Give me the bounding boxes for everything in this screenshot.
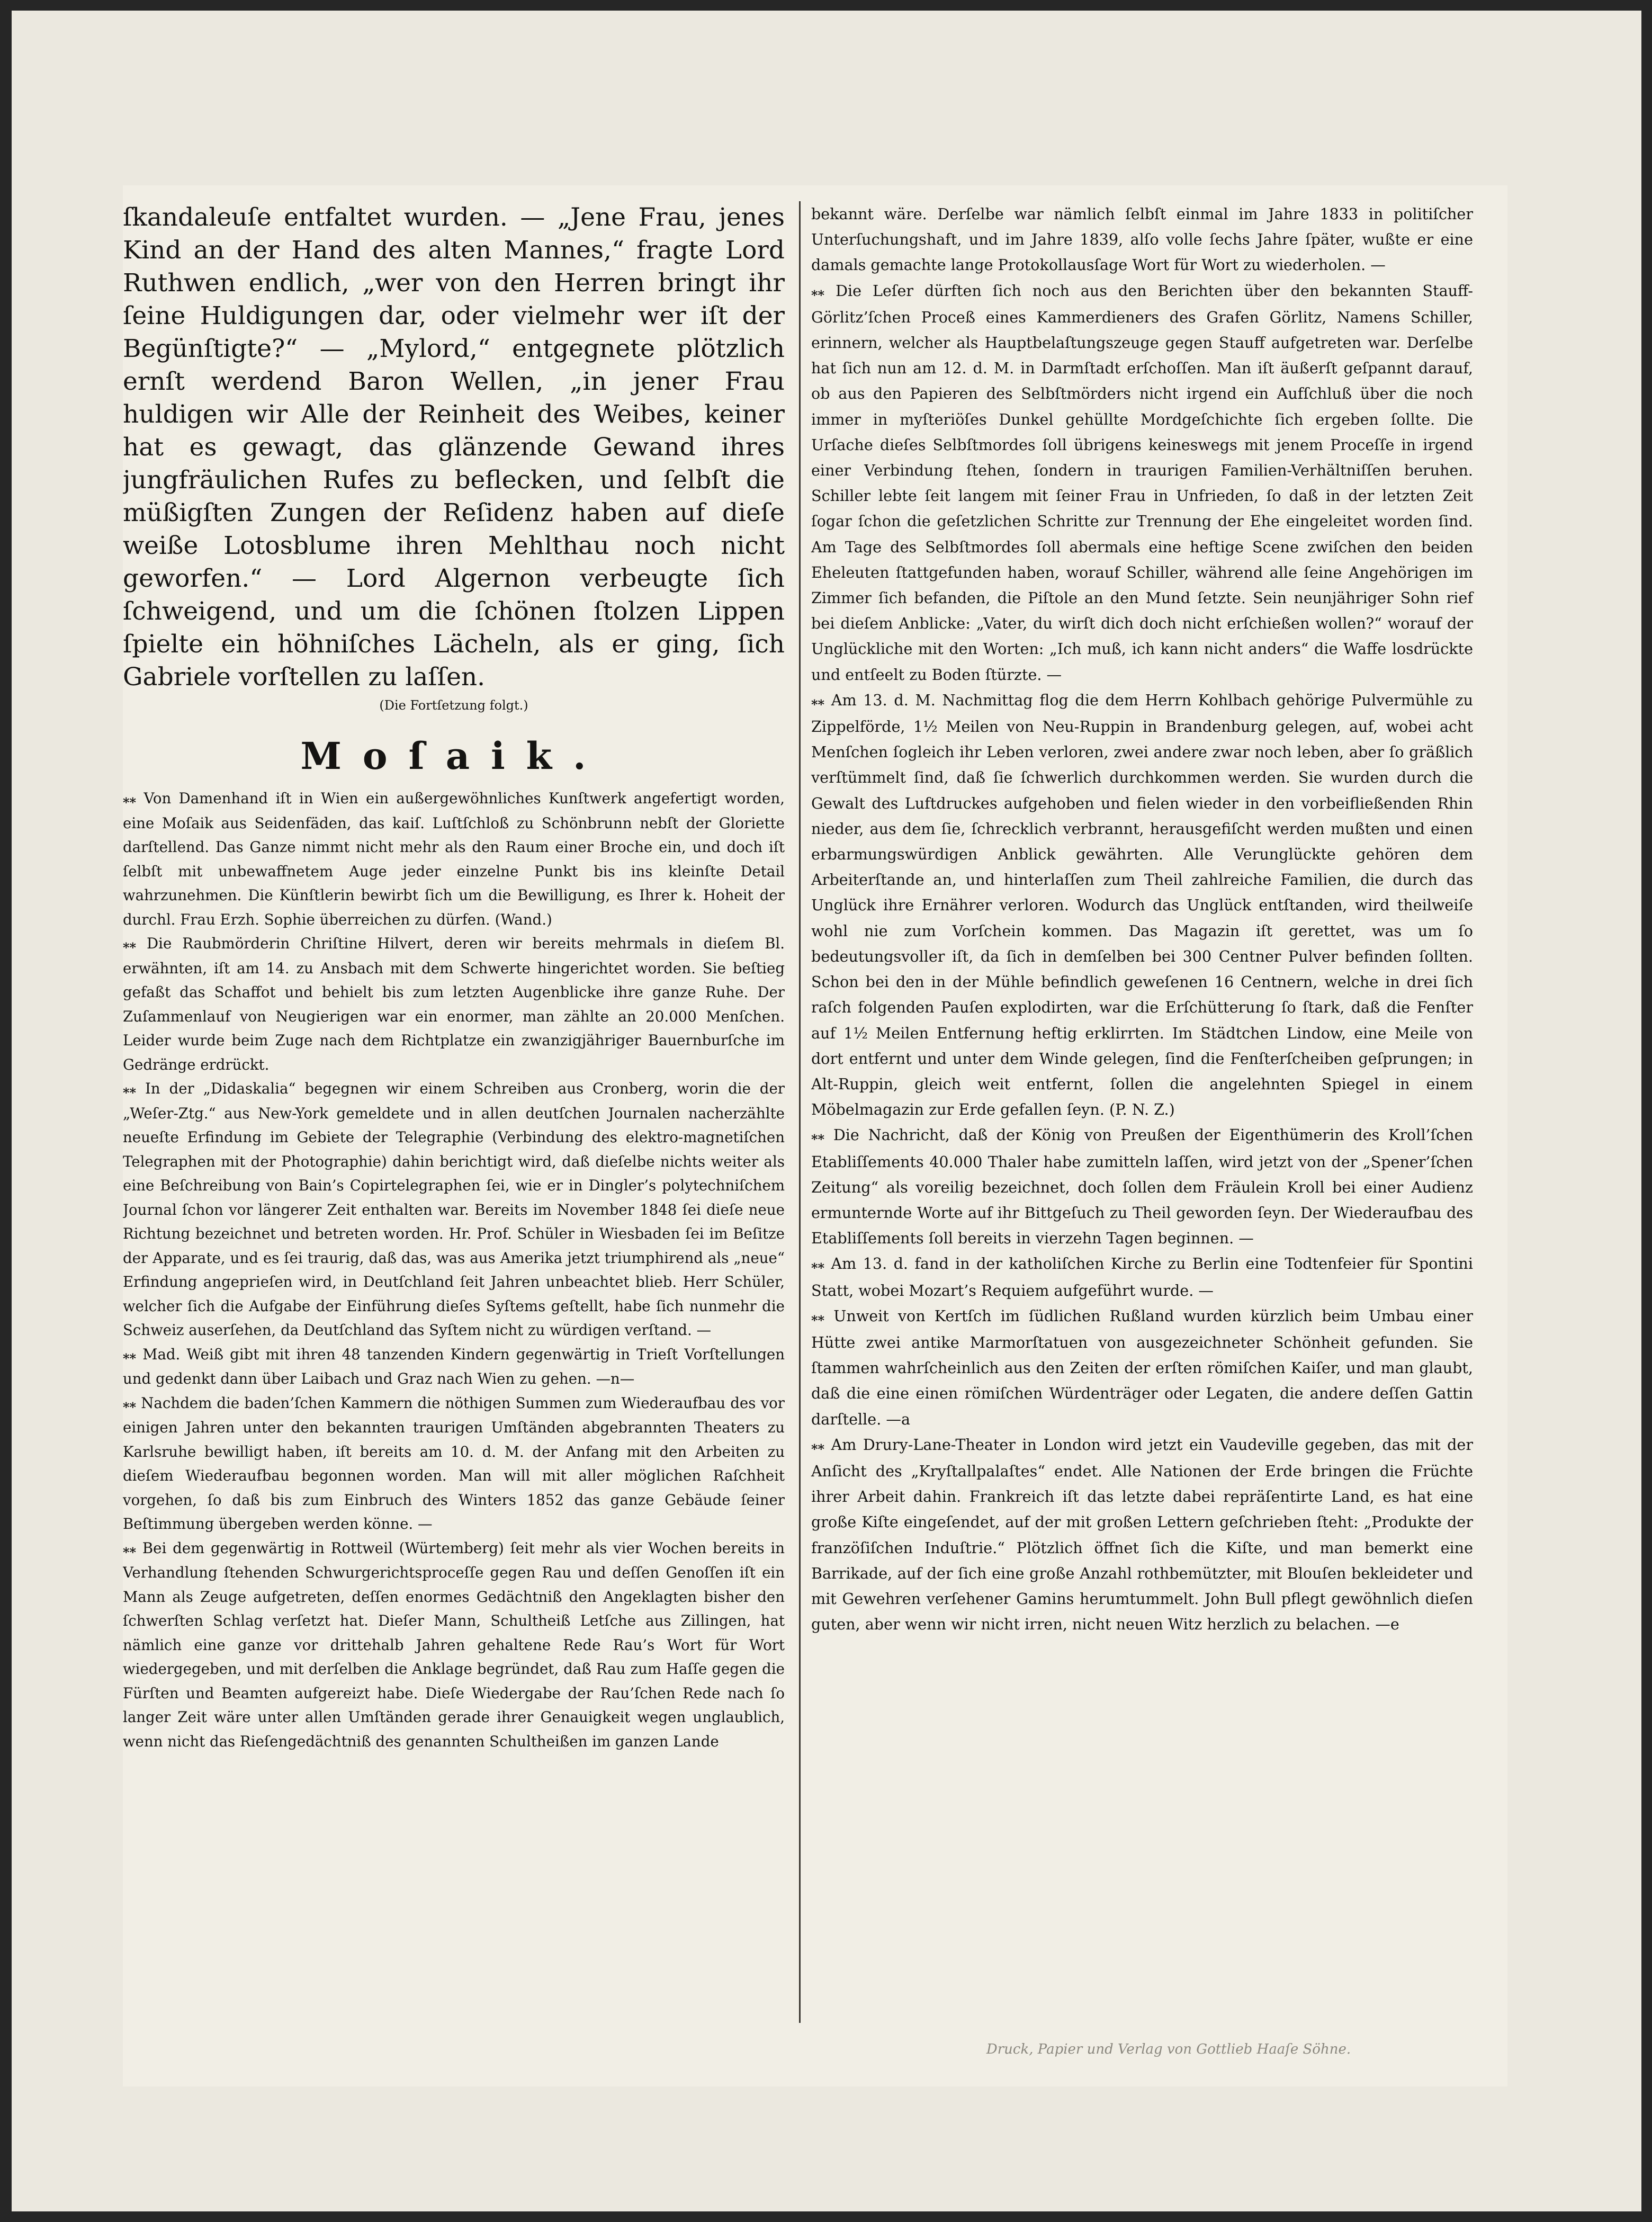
continued-note: (Die Fortſetzung folgt.)	[379, 698, 528, 713]
asterism-marker: ⁎⁎	[811, 283, 825, 299]
news-item-text: Am Drury-Lane-Theater in London wird jetzt ein Vaudeville gegeben, das mit der Anſicht des „Kryſtallpalaſtes“ endet. Alle Nationen der Erde bringen die Früchte ihrer Arbeit dahin. Frankreich iſt das letzte dabei repräſentirte Land, es hat eine große Kiſte eingeſendet, auf der mit großen Lettern geſchrieben ſteht: „Produkte der franzöſiſchen Induſtrie.“ Plötzlich öffnet ſich die Kiſte, und man bemerkt eine Barrikade, auf der ſich eine große Anzahl rothbemützter, mit Blouſen bekleideter und mit Gewehren verſehener Gamins herumtummelt. John Bull pflegt gewöhnlich dieſen guten, aber wenn wir nicht irren, nicht neuen Witz herzlich zu belachen. —e	[811, 1435, 1473, 1634]
news-item	[811, 687, 1473, 1122]
news-item-text: Die Raubmörderin Chriſtine Hilvert, deren wir bereits mehrmals in dieſem Bl. erwähnten, iſt am 14. zu Ansbach mit dem Schwerte hingerichtet worden. Sie beſtieg gefaßt das Schaffot und behielt bis zum letzten Augenblicke ihre ganze Ruhe. Der Zuſammenlauf von Neugierigen war ein enormer, man zählte an 20.000 Menſchen. Leider wurde beim Zuge nach dem Richtplatze ein zwanzigjähriger Bauernburſche im Gedränge erdrückt.	[123, 935, 785, 1073]
asterism-marker: ⁎⁎	[123, 1347, 137, 1363]
asterism-marker: ⁎⁎	[123, 1081, 137, 1097]
asterism-marker: ⁎⁎	[123, 1540, 137, 1556]
news-item	[123, 931, 785, 1077]
news-item	[811, 1251, 1473, 1303]
news-item-text: Die Leſer dürften ſich noch aus den Berichten über den bekannten Stauff-Görlitz’ſchen Proceß eines Kammerdieners des Grafen Görlitz, Namens Schiller, erinnern, welcher als Hauptbelaſtungszeuge gegen Stauff aufgetreten war. Derſelbe hat ſich nun am 12. d. M. in Darmſtadt erſchoſſen. Man iſt äußerſt geſpannt darauf, ob aus den Papieren des Selbſtmörders nicht irgend ein Aufſchluß über die noch immer in myſteriöſes Dunkel gehüllte Mordgeſchichte ſich ergeben ſollte. Die Urſache dieſes Selbſtmordes ſoll übrigens keineswegs mit jenem Proceſſe in irgend einer Verbindung ſtehen, ſondern in traurigen Familien-Verhältniſſen beruhen. Schiller lebte ſeit langem mit ſeiner Frau in Unfrieden, ſo daß in der letzten Zeit ſogar ſchon die geſetzlichen Schritte zur Trennung der Ehe eingeleitet worden ſind. Am Tage des Selbſtmordes ſoll abermals eine heftige Scene zwiſchen den beiden Eheleuten ſtattgefunden haben, worauf Schiller, während alle ſeine Angehörigen im Zimmer ſich befanden, die Piſtole an den Mund ſetzte. Sein neunjähriger Sohn rief bei dieſem Anblicke: „Vater, du wirſt dich doch nicht erſchießen wollen?“ worauf der Unglückliche mit den Worten: „Ich muß, ich kann nicht anders“ die Waffe losdrückte und entſeelt zu Boden ſtürzte. —	[811, 281, 1473, 684]
asterism-marker: ⁎⁎	[811, 693, 825, 709]
asterism-marker: ⁎⁎	[811, 1309, 825, 1324]
news-item	[123, 1342, 785, 1391]
news-item	[123, 1536, 785, 1754]
news-item	[123, 1391, 785, 1536]
news-item-text: Nachdem die baden’ſchen Kammern die nöthigen Summen zum Wiederaufbau des vor einigen Jahren unter den bekannten traurigen Umſtänden abgebrannten Theaters zu Karlsruhe bewilligt haben, iſt bereits am 10. d. M. der Anfang mit den Arbeiten zu dieſem Wiederaufbau begonnen worden. Man will mit aller möglichen Raſchheit vorgehen, ſo daß bis zum Einbruch des Winters 1852 das ganze Gebäude ſeiner Beſtimmung übergeben werden könne. —	[123, 1394, 785, 1533]
news-item-text: In der „Didaskalia“ begegnen wir einem Schreiben aus Cronberg, worin die der „Weſer-Ztg.“ aus New-York gemeldete und in allen deutſchen Journalen nacherzählte neueſte Erfindung im Gebiete der Telegraphie (Verbindung des elektro-magnetiſchen Telegraphen mit der Photographie) dahin berichtigt wird, daß dieſelbe nichts weiter als eine Beſchreibung von Bain’s Copirtelegraphen ſei, wie er in Dingler’s polytechniſchem Journal ſchon vor längerer Zeit enthalten war. Bereits im November 1848 ſei dieſe neue Richtung bezeichnet und betreten worden. Hr. Prof. Schüler in Wiesbaden ſei im Beſitze der Apparate, und es ſei traurig, daß das, was aus Amerika jetzt triumphirend als „neue“ Erfindung angeprieſen wird, in Deutſchland ſeit Jahren unbeachtet blieb. Herr Schüler, welcher ſich die Aufgabe der Einführung dieſes Syſtems geſtellt, habe ſich nunmehr die Schweiz auserſehen, da Deutſchland das Syſtem nicht zu würdigen verſtand. —	[123, 1080, 785, 1339]
news-item	[811, 278, 1473, 687]
left-column	[123, 201, 785, 1753]
news-item	[811, 1432, 1473, 1637]
news-item	[811, 1122, 1473, 1251]
asterism-marker: ⁎⁎	[123, 936, 137, 952]
news-item	[123, 1077, 785, 1342]
prev-article-ending: ſkandaleuſe entfaltet wurden. — „Jene Frau, jenes Kind an der Hand des alten Mannes,“ fragte Lord Ruthwen endlich, „wer von den Herren bringt ihr ſeine Huldigungen dar, oder vielmehr wer iſt der Begünſtigte?“ — „Mylord,“ entgegnete plötzlich ernſt werdend Baron Wellen, „in jener Frau huldigen wir Alle der Reinheit des Weibes, keiner hat es gewagt, das glänzende Gewand ihres jungfräulichen Rufes zu beflecken, und ſelbſt die müßigſten Zungen der Reſidenz haben auf dieſe weiße Lotosblume ihren Mehlthau noch nicht geworfen.“ — Lord Algernon verbeugte ſich ſchweigend, und um die ſchönen ſtolzen Lippen ſpielte ein höhniſches Lächeln, als er ging, ſich Gabriele vorſtellen zu laſſen.	[123, 203, 785, 692]
news-item-text: Mad. Weiß gibt mit ihren 48 tanzenden Kindern gegenwärtig in Trieſt Vorſtellungen und gedenkt dann über Laibach und Graz nach Wien zu gehen. —n—	[123, 1345, 785, 1387]
news-item-text: Am 13. d. fand in der katholiſchen Kirche zu Berlin eine Todtenfeier für Spontini Statt, wobei Mozart’s Requiem aufgeführt wurde. —	[811, 1255, 1473, 1300]
asterism-marker: ⁎⁎	[811, 1257, 825, 1273]
news-item-text: Am 13. d. M. Nachmittag flog die dem Herrn Kohlbach gehörige Pulvermühle zu Zippelförde, 1½ Meilen von Neu-Ruppin in Brandenburg gelegen, auf, wobei acht Menſchen ſogleich ihr Leben verloren, zwei andere zwar noch leben, aber ſo gräßlich verſtümmelt ſind, daß ſie ſchwerlich durchkommen werden. Sie wurden durch die Gewalt des Luftdruckes aufgehoben und fielen wieder in den vorbeifließenden Rhin nieder, aus dem ſie, ſchrecklich verbrannt, herausgefiſcht werden mußten und einen erbarmungswürdigen Anblick gewährten. Alle Verunglückte gehören dem Arbeiterſtande an, und hinterlaſſen zum Theil zahlreiche Familien, die durch das Unglück ihre Ernährer verloren. Wodurch das Unglück entſtanden, wird theilweiſe wohl nie zum Vorſchein kommen. Das Magazin iſt gerettet, was um ſo bedeutungsvoller iſt, da ſich in demſelben bei 300 Centner Pulver befinden ſollten. Schon bei den in der Mühle befindlich geweſenen 16 Centnern, welche in drei ſich raſch folgenden Pauſen explodirten, war die Erſchütterung ſo ſtark, daß die Fenſter auf 1½ Meilen Entfernung heftig erklirrten. Im Städtchen Lindow, eine Meile von dort entfernt und unter dem Winde gelegen, ſind die Fenſterſcheiben geſprungen; in Alt-Ruppin, gleich weit entfernt, ſollen die angelehnten Spiegel in einem Möbelmagazin zur Erde gefallen ſeyn. (P. N. Z.)	[811, 691, 1473, 1119]
news-item-continuation: bekannt wäre. Derſelbe war nämlich ſelbſt einmal im Jahre 1833 in politiſcher Unterſuchungshaft, und im Jahre 1839, alſo volle ſechs Jahre ſpäter, wußte er eine damals gemachte lange Protokollausſage Wort für Wort zu wiederholen. —	[811, 205, 1473, 274]
asterism-marker: ⁎⁎	[123, 1395, 137, 1411]
asterism-marker: ⁎⁎	[811, 1128, 825, 1144]
asterism-marker: ⁎⁎	[811, 1437, 825, 1453]
news-item	[811, 1303, 1473, 1432]
newspaper-page	[123, 185, 1507, 2086]
column-divider	[799, 201, 801, 2023]
news-item	[123, 786, 785, 931]
section-title-mosaik: Moſaik.	[300, 734, 607, 778]
news-item-text: Unweit von Kertſch im ſüdlichen Rußland wurden kürzlich beim Umbau einer Hütte zwei antike Marmorſtatuen von ausgezeichneter Schönheit gefunden. Sie ſtammen wahrſcheinlich aus den Zeiten der erſten römiſchen Kaiſer, und man glaubt, daß die eine einen römiſchen Würdenträger oder Legaten, die andere deſſen Gattin darſtelle. —a	[811, 1306, 1473, 1428]
news-item-text: Bei dem gegenwärtig in Rottweil (Würtemberg) ſeit mehr als vier Wochen bereits in Verhandlung ſtehenden Schwurgerichtsproceſſe gegen Rau und deſſen Genoſſen iſt ein Mann als Zeuge aufgetreten, deſſen enormes Gedächtniß den Angeklagten bisher den ſchwerſten Schlag verſetzt hat. Dieſer Mann, Schultheiß Letſche aus Zillingen, hat nämlich eine ganze vor drittehalb Jahren gehaltene Rede Rau’s Wort für Wort wiedergegeben, und mit derſelben die Anklage begründet, daß Rau zum Haſſe gegen die Fürſten und Beamten aufgereizt habe. Dieſe Wiedergabe der Rau’ſchen Rede nach ſo langer Zeit wäre unter allen Umſtänden gerade ihrer Genauigkeit wegen unglaublich, wenn nicht das Rieſengedächtniß des genannten Schultheißen im ganzen Lande	[123, 1539, 785, 1750]
right-column	[811, 201, 1473, 1637]
asterism-marker: ⁎⁎	[123, 791, 137, 807]
news-item-text: Von Damenhand iſt in Wien ein außergewöhnliches Kunſtwerk angefertigt worden, eine Moſaik aus Seidenfäden, das kaiſ. Luſtſchloß zu Schönbrunn nebſt der Gloriette darſtellend. Das Ganze nimmt nicht mehr als den Raum einer Broche ein, und doch iſt ſelbſt mit unbewaffnetem Auge jeder einzelne Punkt bis ins kleinſte Detail wahrzunehmen. Die Künſtlerin bewirbt ſich um die Bewilligung, es Ihrer k. Hoheit der durchl. Frau Erzh. Sophie überreichen zu dürfen. (Wand.)	[123, 790, 785, 928]
newspaper-sheet	[12, 11, 1641, 2211]
footer-imprint: Druck, Papier und Verlag von Gottlieb Haaſe Söhne.	[986, 2041, 1351, 2057]
news-item-text: Die Nachricht, daß der König von Preußen der Eigenthümerin des Kroll’ſchen Etabliſſements 40.000 Thaler habe zumitteln laſſen, wird jetzt von der „Spener’ſchen Zeitung“ als voreilig bezeichnet, doch ſollen dem Fräulein Kroll bei einer Audienz ermunternde Worte auf ihr Bittgeſuch zu Theil geworden ſeyn. Der Wiederaufbau des Etabliſſements ſoll bereits in vierzehn Tagen beginnen. —	[811, 1126, 1473, 1248]
